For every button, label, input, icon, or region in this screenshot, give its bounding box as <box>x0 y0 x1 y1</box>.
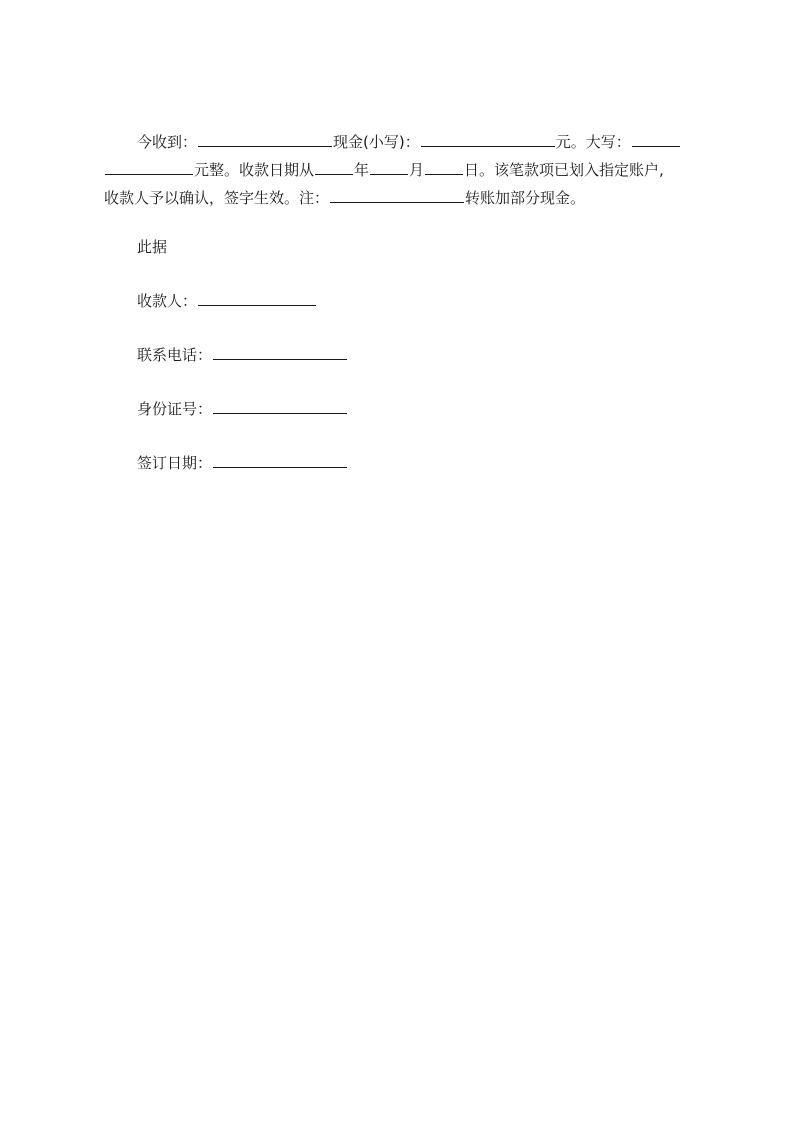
date-label: 签订日期： <box>137 454 213 472</box>
date-field <box>137 451 348 475</box>
month-blank[interactable] <box>370 158 408 175</box>
confirm-label: 收款人予以确认，签字生效。注： <box>104 189 330 207</box>
payee-label: 收款人： <box>137 292 198 310</box>
month-label: 月 <box>409 161 425 179</box>
payee-blank[interactable] <box>198 289 316 306</box>
phone-field <box>137 343 348 367</box>
received-label: 今收到： <box>137 133 198 151</box>
yuan-label: 元。大写： <box>555 133 631 151</box>
paragraph-line-2 <box>104 156 704 184</box>
year-label: 年 <box>354 161 370 179</box>
hereby-line <box>137 235 167 259</box>
transfer-label: 转账加部分现金。 <box>465 189 586 207</box>
day-blank[interactable] <box>425 158 463 175</box>
yuan-whole-label: 元整。收款日期从 <box>194 161 315 179</box>
receipt-paragraph <box>104 128 704 212</box>
day-and-account-label: 日。该笔款项已划入指定账户, <box>464 161 664 179</box>
payer-blank[interactable] <box>198 130 332 147</box>
phone-blank[interactable] <box>213 343 347 360</box>
amount-upper-blank-part1[interactable] <box>632 130 680 147</box>
hereby-text: 此据 <box>137 238 168 256</box>
date-blank[interactable] <box>213 451 347 468</box>
cash-lower-label: 现金(小写)： <box>333 133 420 151</box>
phone-label: 联系电话： <box>137 346 213 364</box>
id-blank[interactable] <box>213 397 347 414</box>
id-field <box>137 397 348 421</box>
id-label: 身份证号： <box>137 400 213 418</box>
paragraph-line-3 <box>104 184 704 212</box>
note-blank[interactable] <box>330 186 464 203</box>
payee-field <box>137 289 317 313</box>
year-blank[interactable] <box>315 158 353 175</box>
amount-upper-blank-part2[interactable] <box>105 158 193 175</box>
paragraph-line-1 <box>104 128 704 156</box>
amount-lower-blank[interactable] <box>421 130 555 147</box>
